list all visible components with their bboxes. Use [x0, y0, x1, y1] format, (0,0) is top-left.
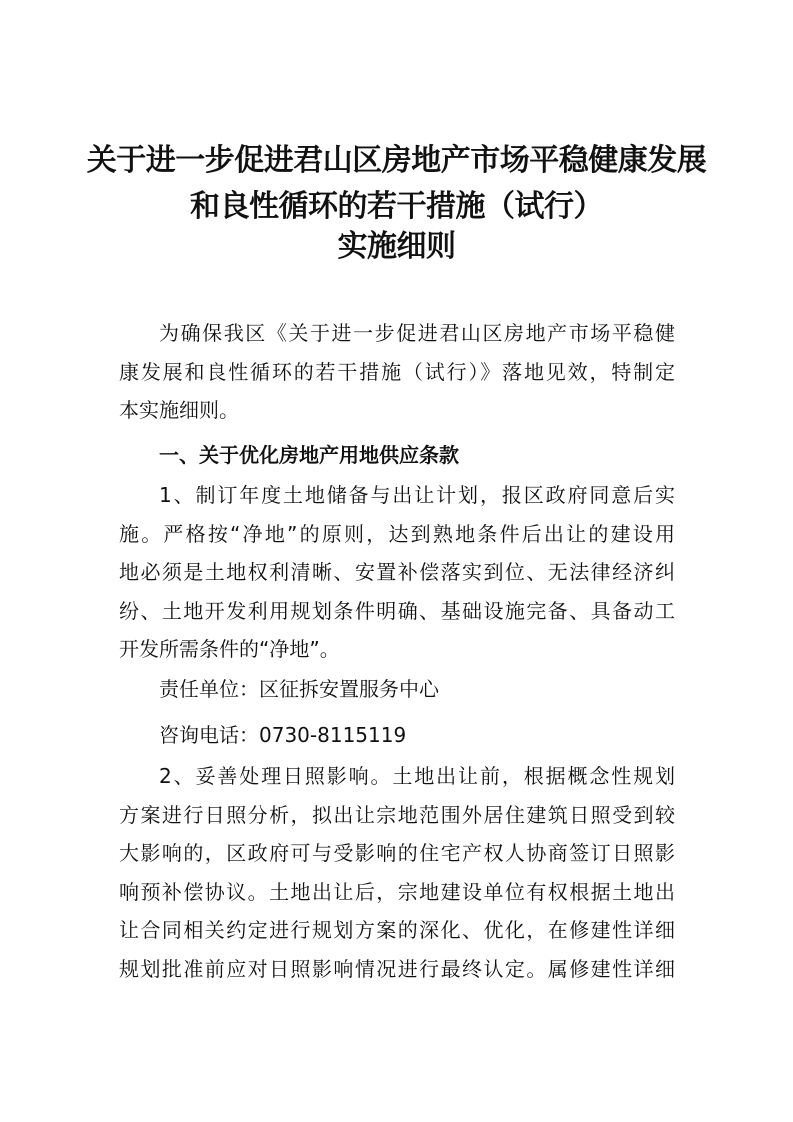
- item-2-line: 让合同相关约定进行规划方案的深化、优化，在修建性详细: [119, 918, 675, 943]
- document-title-line-3: 实施细则: [337, 229, 456, 264]
- item-2-line: 方案进行日照分析，拟出让宗地范围外居住建筑日照受到较: [119, 802, 675, 827]
- item-1-line: 纷、土地开发利用规划条件明确、基础设施完备、具备动工: [119, 598, 675, 623]
- intro-line: 本实施细则。: [119, 398, 239, 423]
- item-2-line: 大影响的，区政府可与受影响的住宅产权人协商签订日照影: [119, 841, 675, 866]
- item-2-line: 响预补偿协议。土地出让后，宗地建设单位有权根据土地出: [119, 879, 675, 904]
- item-1-line: 地必须是土地权利清晰、安置补偿落实到位、无法律经济纠: [119, 560, 675, 585]
- item-2-paragraph: [119, 757, 675, 989]
- section-1-heading: 一、关于优化房地产用地供应条款: [159, 443, 459, 467]
- item-1-responsible-unit: [159, 670, 715, 709]
- document-title-line-2: 和良性循环的若干措施（试行）: [190, 189, 603, 224]
- item-1-paragraph: [119, 476, 675, 669]
- intro-paragraph: [119, 314, 675, 430]
- responsible-unit-text: 责任单位：区征拆安置服务中心: [159, 677, 439, 701]
- item-1-contact-phone: [159, 716, 715, 755]
- item-1-line: 施。严格按“净地”的原则，达到熟地条件后出让的建设用: [119, 521, 675, 546]
- intro-line: 康发展和良性循环的若干措施（试行）》落地见效，特制定: [119, 359, 675, 384]
- contact-phone-text: 咨询电话：0730-8115119: [159, 723, 407, 747]
- item-2-line: 规划批准前应对日照影响情况进行最终认定。属修建性详细: [119, 956, 675, 981]
- intro-line: 为确保我区《关于进一步促进君山区房地产市场平稳健: [159, 321, 675, 345]
- item-1-line: 开发所需条件的“净地”。: [119, 637, 340, 662]
- item-2-line: 2、妥善处理日照影响。土地出让前，根据概念性规划: [159, 764, 675, 788]
- item-1-line: 1、制订年度土地储备与出让计划，报区政府同意后实: [159, 483, 675, 507]
- document-title-line-1: 关于进一步促进君山区房地产市场平稳健康发展: [86, 143, 707, 178]
